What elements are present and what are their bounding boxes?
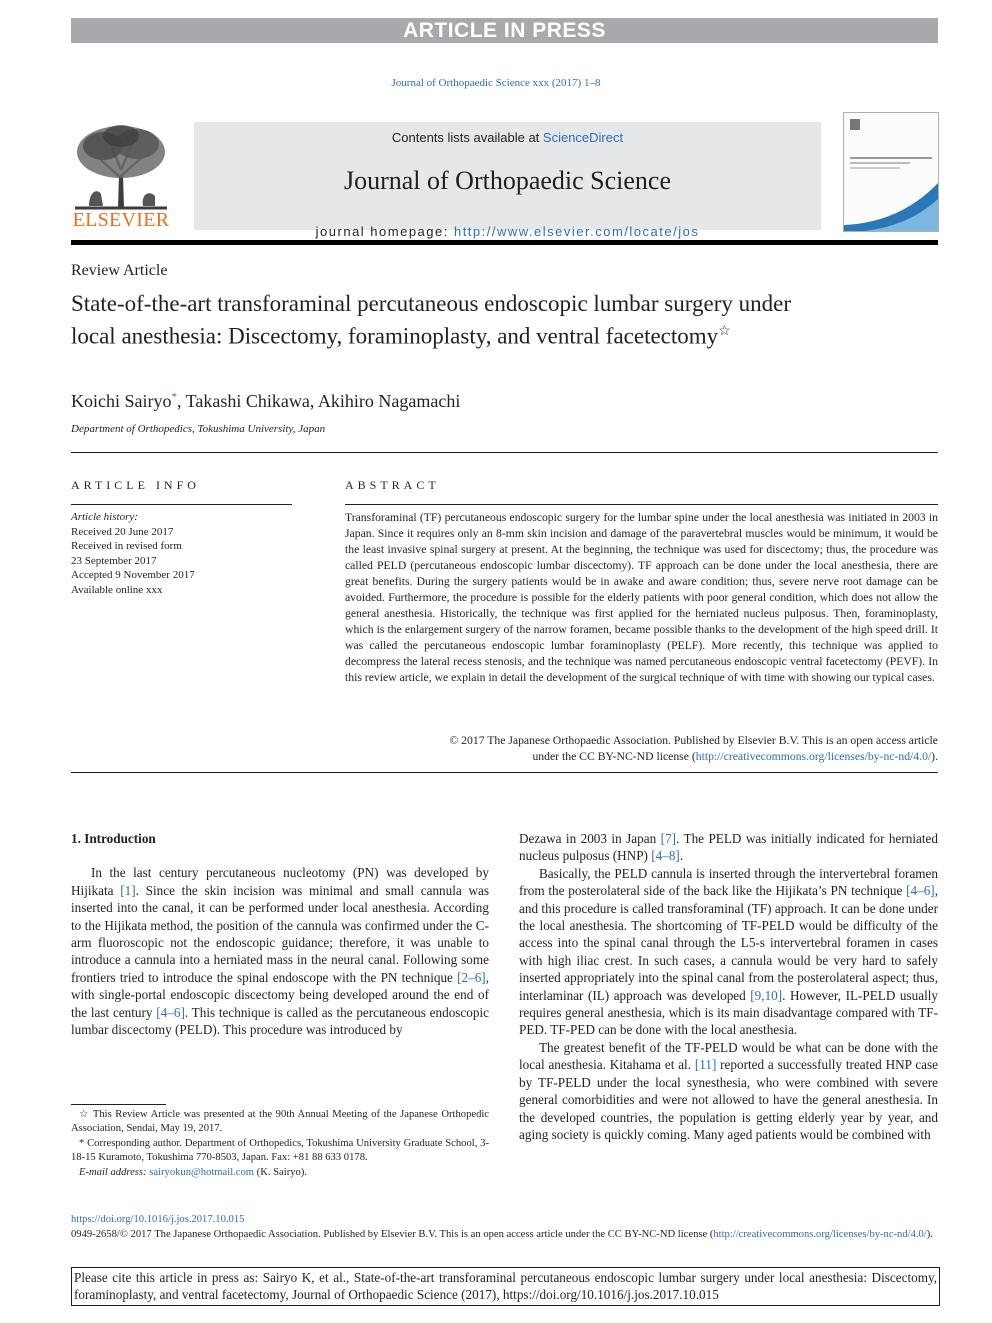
footnotes: [71, 1108, 489, 1180]
text-run: ).: [926, 1229, 933, 1240]
homepage-link[interactable]: http://www.elsevier.com/locate/jos: [453, 224, 700, 239]
reference-link[interactable]: [2–6]: [457, 969, 486, 985]
citation-box: Please cite this article in press as: Sairyo K, et al., State-of-the-art transforaminal percutaneous endoscopic lumbar surgery under local anesthesia: Discectomy, foraminoplasty, and ventral facetectomy, Journal of Orthopaedic Science (2017), https://doi.org/10.1016/j.jos.2017.10.015: [71, 1267, 940, 1306]
journal-cover-image-icon: [844, 113, 938, 231]
text-run: The greatest benefit of the TF-PELD would be what can be done with the local anesthesia. Kitahama et al.: [519, 1039, 938, 1073]
text-run: Basically, the PELD cannula is inserted through the intervertebral foramen from the posterolateral side of the back like the Hijikata’s PN technique: [519, 865, 938, 899]
intro-paragraph: [519, 830, 938, 865]
article-history: [71, 510, 195, 597]
bottom-metadata: [71, 1212, 938, 1242]
copyright-prefix: under the CC BY-NC-ND license (: [532, 750, 696, 763]
text-run: , and this procedure is called transforaminal (TF) approach. It can be done under the local anesthesia. The shortcoming of TF-PELD would be difficulty of the access into the spinal canal through the L5-s intervertebral foramen in cases with high iliac crest. In such cases, a cannula would be very hard to safely inserted appropriately into the spinal canal from the posterolateral aspect; thus, interlaminar (IL) approach was developed: [519, 883, 938, 1003]
intro-heading: 1. Introduction: [71, 831, 156, 846]
reference-link[interactable]: [1]: [120, 882, 136, 898]
abstract-end-rule: [71, 772, 938, 773]
article-info-heading: ARTICLE INFO: [71, 478, 200, 492]
journal-homepage-line: [194, 224, 821, 239]
intro-paragraph: [71, 864, 489, 1038]
history-item: Received in revised form: [71, 540, 182, 552]
reference-link[interactable]: [9,10]: [750, 987, 783, 1003]
author-first: Koichi Sairyo: [71, 391, 172, 411]
article-type: Review Article: [71, 262, 168, 279]
text-run: Dezawa in 2003 in Japan: [519, 831, 661, 846]
text-run: reported a successfully treated HNP case by TF-PELD under the local synesthesia, who were combined with severe general comorbidities and were not allowed to have the general anesthesia. In the developed countries, the population is getting elderly year by year, and aging society is quickly coming. Many aged patients would be combined with: [519, 1057, 939, 1142]
history-item: Received 20 June 2017: [71, 525, 174, 538]
abstract-rule: [345, 504, 938, 505]
header-rule: [71, 240, 938, 245]
elsevier-logo[interactable]: [71, 120, 171, 232]
masthead: [71, 112, 938, 239]
journal-masthead-panel: [194, 122, 821, 239]
affiliation: Department of Orthopedics, Tokushima University, Japan: [71, 423, 326, 435]
text-run: (K. Sairyo).: [254, 1166, 307, 1178]
author-list: [71, 391, 460, 412]
text-run: . The PELD was initially indicated for herniated nucleus pulposus (HNP): [519, 831, 938, 864]
text-run: 0949-2658/© 2017 The Japanese Orthopaedic Association. Published by Elsevier B.V. This is an open access article under the CC BY-NC-ND license (: [71, 1229, 714, 1240]
abstract-copyright: [345, 733, 938, 765]
elsevier-tree-icon: [71, 120, 171, 210]
section-rule: [71, 452, 938, 453]
doi-link[interactable]: https://doi.org/10.1016/j.jos.2017.10.015: [71, 1214, 245, 1225]
text-run: This Review Article was presented at the 90th Annual Meeting of the Japanese Orthopedic Association, Sendai, May 19, 2017.: [71, 1109, 490, 1135]
reference-link[interactable]: [4–6]: [156, 1004, 185, 1020]
elsevier-wordmark: ELSEVIER: [72, 209, 170, 231]
abstract-body: Transforaminal (TF) percutaneous endoscopic surgery for the lumbar spine under the local anesthesia was initiated in 2003 in Japan. Since it requires only an 8-mm skin incision and damage of the paravertebral muscles would be minimum, it would be the least invasive spinal surgery at present. At the beginning, the technique was used for discectomy; thus, the procedure was called PELD (percutaneous endoscopic lumbar discectomy). TF approach can be done under the local anesthesia, there are great benefits. During the surgery patients would be in awake and aware condition; thus, severe nerve root damage can be avoided. Furthermore, the procedure is possible for the elderly patients with poor general condition, which does not allow the general anesthesia. Historically, the technique was first applied for the herniated nucleus pulposus. Then, foraminoplasty, which is the enlargement surgery of the narrow foramen, became possible thanks to the development of the high speed drill. It was called the percutaneous endoscopic lumbar foraminoplasty (PELF). More recently, this technique was applied to decompress the lateral recess stenosis, and the technique was named percutaneous endoscopic ventral facetectomy (PEVF). In this review article, we explain in detail the development of the surgical technique of with time with showing our typical cases.: [345, 511, 938, 684]
article-title: [71, 290, 791, 351]
text-run: In the last century percutaneous nucleotomy (PN) was developed by Hijikata: [71, 865, 489, 898]
cc-license-link[interactable]: http://creativecommons.org/licenses/by-nc-nd/4.0/: [695, 750, 932, 763]
body-column-left: [71, 830, 489, 1038]
contents-line: [194, 130, 821, 145]
corresponding-author-mark[interactable]: *: [171, 391, 177, 403]
reference-link[interactable]: [7]: [660, 831, 677, 846]
text-run: Corresponding author. Department of Orthopedics, Tokushima University Graduate School, 3-18-15 Kuramoto, Tokushima 770-8503, Japan. Fax: +81 88 633 0178.: [71, 1137, 489, 1164]
copyright-line-2: [345, 749, 938, 765]
license-link[interactable]: http://creativecommons.org/licenses/by-nc-nd/4.0/: [713, 1229, 927, 1240]
masthead-journal-title: Journal of Orthopaedic Science: [343, 166, 672, 195]
article-title-text: State-of-the-art transforaminal percutaneous endoscopic lumbar surgery under local anesthesia: Discectomy, foraminoplasty, and ventral facetectomy: [71, 291, 791, 349]
history-label: Article history:: [71, 511, 138, 523]
homepage-prefix: journal homepage:: [315, 224, 454, 239]
footnote-email: [71, 1166, 489, 1180]
sciencedirect-link[interactable]: ScienceDirect: [542, 130, 624, 145]
reference-link[interactable]: [4–6]: [906, 883, 935, 899]
text-run: , with single-portal endoscopic discectomy being developed around the end of the last century: [71, 969, 489, 1020]
author-rest: , Takashi Chikawa, Akihiro Nagamachi: [177, 391, 461, 411]
intro-paragraph: [519, 865, 938, 1039]
copyright-suffix: ).: [931, 750, 938, 763]
text-run: . Since the skin incision was minimal and small cannula was inserted into the canal, it can be performed under local anesthesia. According to the Hijikata method, the position of the cannula was confirmed under the C-arm fluoroscopic not the endoscopic guidance; therefore, it was unable to introduce a cannula into a herniated mass in the neural canal. Following some frontiers tried to introduce the spinal endoscope with the PN technique: [71, 882, 489, 985]
footnote-asterisk: *: [79, 1137, 85, 1149]
copyright-line-1: © 2017 The Japanese Orthopaedic Association. Published by Elsevier B.V. This is an open access article: [449, 734, 938, 747]
article-in-press-banner: ARTICLE IN PRESS: [71, 18, 938, 43]
article-info-rule: [71, 504, 292, 505]
text-run: .: [679, 848, 684, 864]
reference-link[interactable]: [11]: [694, 1057, 717, 1073]
email-label: E-mail address:: [79, 1166, 150, 1178]
title-footnote-star-icon[interactable]: ☆: [718, 324, 731, 339]
history-item: Available online xxx: [71, 583, 163, 596]
footnote-star-icon: ☆: [79, 1109, 90, 1120]
contents-prefix: Contents lists available at: [391, 130, 543, 145]
abstract-heading: ABSTRACT: [345, 478, 440, 492]
email-link[interactable]: sairyokun@hotmail.com: [149, 1166, 255, 1178]
history-item: 23 September 2017: [71, 554, 157, 567]
journal-cover-thumbnail[interactable]: [843, 112, 939, 232]
body-column-right: [519, 830, 938, 1143]
footnote-corresponding: [71, 1137, 489, 1166]
issn-license-line: [71, 1227, 938, 1242]
journal-citation[interactable]: Journal of Orthopaedic Science xxx (2017) 1–8: [391, 77, 601, 89]
footnote-presentation: [71, 1108, 489, 1137]
reference-link[interactable]: [4–8]: [651, 848, 680, 864]
intro-paragraph: [519, 1039, 938, 1143]
text-run: . However, IL-PELD usually requires general anesthesia, which is its main disadvantage compared with TF-PED. TF-PED can be done with the local anesthesia.: [519, 987, 938, 1038]
history-item: Accepted 9 November 2017: [71, 569, 195, 581]
text-run: . This technique is called as the percutaneous endoscopic lumbar discectomy (PELD). This procedure was introduced by: [71, 1004, 489, 1038]
footnote-rule: [71, 1104, 166, 1105]
